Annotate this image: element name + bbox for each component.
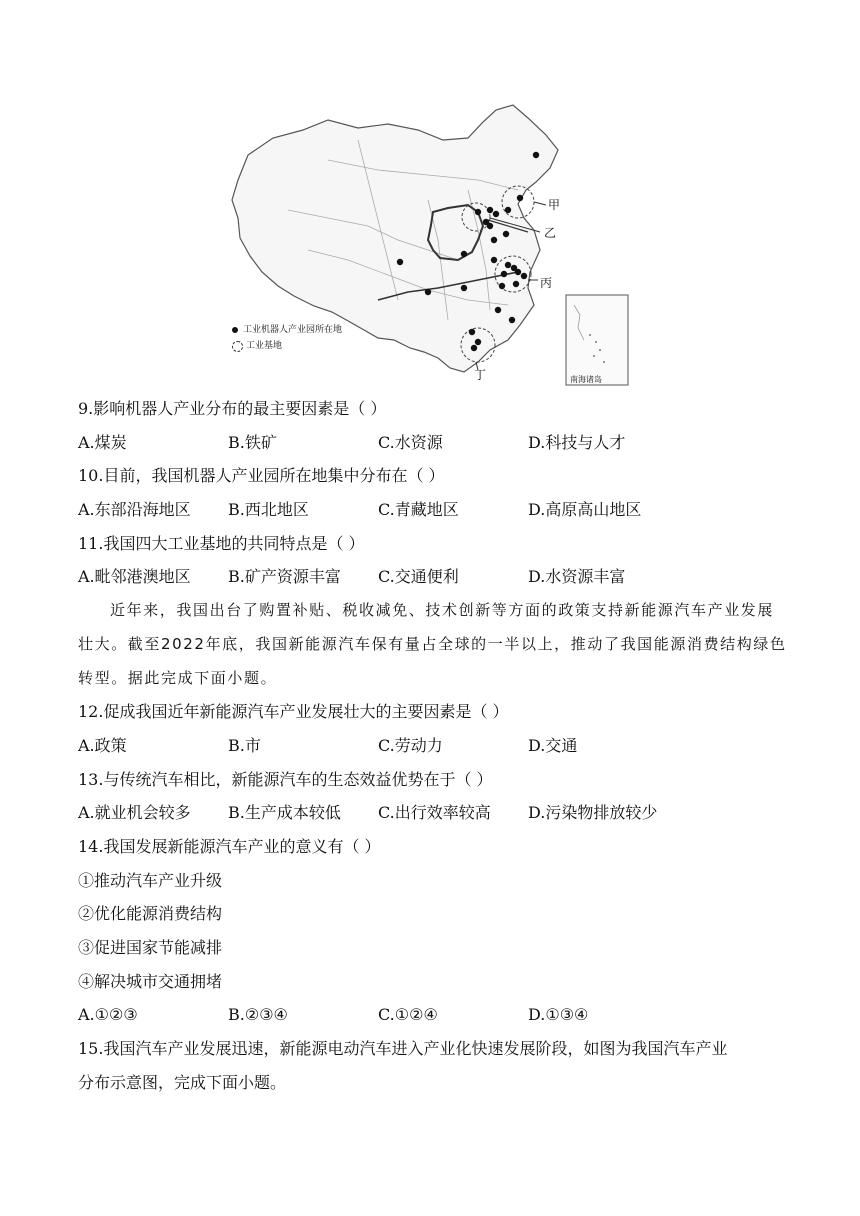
option: A.煤炭 xyxy=(78,432,127,452)
legend-base xyxy=(232,338,342,354)
question-content xyxy=(78,392,790,1099)
base-label-yi: 乙 xyxy=(544,226,557,240)
option: A.就业机会较多 xyxy=(78,803,191,823)
option: C.①②④ xyxy=(378,1005,438,1025)
statement-1: ①推动汽车产业升级 xyxy=(78,870,223,890)
option: D.水资源丰富 xyxy=(528,567,626,587)
option: D.高原高山地区 xyxy=(528,500,642,520)
question-stem-9: 9.影响机器人产业分布的最主要因素是（ ） xyxy=(78,399,387,418)
reading-passage: 近年来，我国出台了购置补贴、税收减免、技术创新等方面的政策支持新能源汽车产业发展壮大。截至2022年底，我国新能源汽车保有量占全球的一半以上，推动了我国能源消费结构绿色转型。据此完成下面小题。 xyxy=(78,601,787,687)
option: B.生产成本较低 xyxy=(228,803,341,823)
dashed-circle-icon xyxy=(232,341,243,352)
question-stem-12: 12.促成我国近年新能源汽车产业发展壮大的主要因素是（ ） xyxy=(78,702,509,722)
question-stem-13: 13.与传统汽车相比，新能源汽车的生态效益优势在于（ ） xyxy=(78,769,493,789)
statement-3: ③促进国家节能减排 xyxy=(78,938,223,958)
inset-label: 南海诸岛 xyxy=(570,375,602,384)
options-row-11 xyxy=(78,560,790,594)
legend-base-label: 工业基地 xyxy=(246,341,283,351)
legend-park-label: 工业机器人产业园所在地 xyxy=(243,325,343,335)
options-row-9 xyxy=(78,426,790,460)
legend-park xyxy=(232,322,342,338)
option: B.铁矿 xyxy=(228,432,277,452)
question-stem-14: 14.我国发展新能源汽车产业的意义有（ ） xyxy=(78,836,381,856)
statement-2: ②优化能源消费结构 xyxy=(78,904,223,924)
option: C.青藏地区 xyxy=(378,500,459,520)
option: C.交通便利 xyxy=(378,567,459,587)
option: A.东部沿海地区 xyxy=(78,500,191,520)
options-row-10 xyxy=(78,493,790,527)
map-legend xyxy=(232,322,342,354)
options-row-12 xyxy=(78,729,790,763)
question-stem-15-line1: 15.我国汽车产业发展迅速，新能源电动汽车进入产业化快速发展阶段，如图为我国汽车产业 xyxy=(78,1039,728,1059)
question-stem-11: 11.我国四大工业基地的共同特点是（ ） xyxy=(78,533,365,553)
statement-4: ④解决城市交通拥堵 xyxy=(78,971,223,991)
option: A.①②③ xyxy=(78,1005,138,1025)
option: D.科技与人才 xyxy=(528,432,626,452)
option: C.劳动力 xyxy=(378,735,443,755)
option: D.污染物排放较少 xyxy=(528,803,658,823)
option: D.①③④ xyxy=(528,1005,589,1025)
option: C.水资源 xyxy=(378,432,443,452)
option: B.市 xyxy=(228,735,261,755)
option: B.②③④ xyxy=(228,1005,288,1025)
question-stem-10: 10.目前，我国机器人产业园所在地集中分布在（ ） xyxy=(78,466,445,486)
option: A.政策 xyxy=(78,735,127,755)
options-row-13 xyxy=(78,796,790,830)
options-row-14 xyxy=(78,998,790,1032)
option: B.西北地区 xyxy=(228,500,309,520)
base-label-ding: 丁 xyxy=(474,368,487,382)
dot-icon xyxy=(232,327,238,333)
option: C.出行效率较高 xyxy=(378,803,491,823)
question-stem-15-line2: 分布示意图，完成下面小题。 xyxy=(78,1072,287,1092)
option: A.毗邻港澳地区 xyxy=(78,567,191,587)
base-label-jia: 甲 xyxy=(548,198,561,212)
option: D.交通 xyxy=(528,735,578,755)
base-label-bing: 丙 xyxy=(540,276,553,290)
option: B.矿产资源丰富 xyxy=(228,567,341,587)
